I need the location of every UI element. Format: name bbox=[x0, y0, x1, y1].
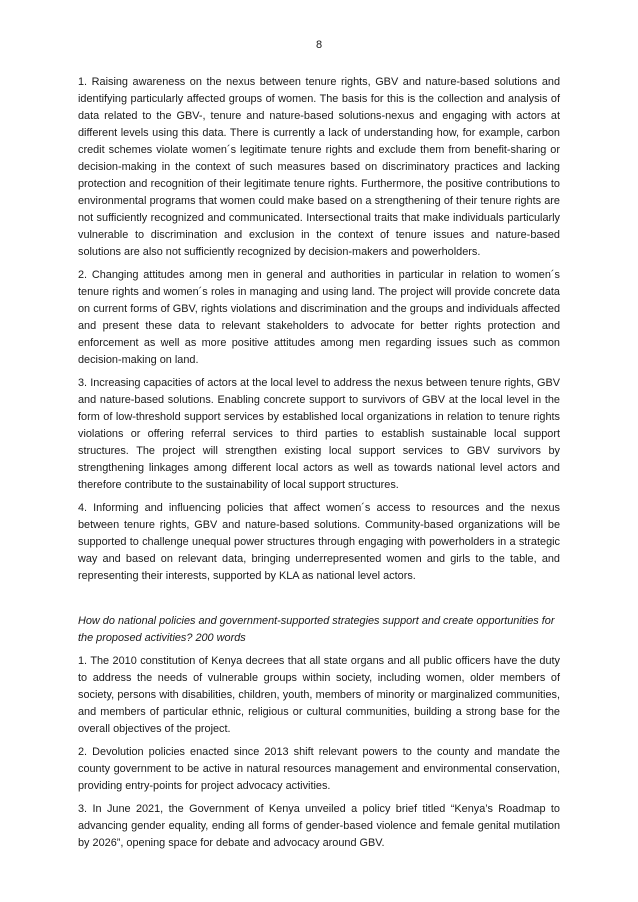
section-spacer bbox=[78, 591, 560, 613]
paragraph-constitution: 1. The 2010 constitution of Kenya decrees that all state organs and all public officers have the duty to address the needs of vulnerable groups within society, including women, older members of society, persons with disabilities, children, youth, members of minority or marginalized communities, and members of particular ethnic, religious or cultural communities, building a strong base for the overall objectives of the project. bbox=[78, 655, 560, 735]
paragraph-roadmap: 3. In June 2021, the Government of Kenya unveiled a policy brief titled “Kenya’s Roadmap to advancing gender equality, ending all forms of gender-based violence and female genital mutilation by 2026”, opening space for debate and advocacy around GBV. bbox=[78, 803, 560, 849]
paragraph-increasing-capacities: 3. Increasing capacities of actors at the local level to address the nexus between tenure rights, GBV and nature-based solutions. Enabling concrete support to survivors of GBV at the local level in the form of low-threshold support services by established local organizations in relation to tenure rights violations or offering referral services to third parties to establish sustainable local support structures. The project will strengthen existing local support services to GBV survivors by strengthening linkages among different local actors as well as towards national level actors and therefore contribute to the sustainability of local support structures. bbox=[78, 377, 560, 491]
question-national-policies: How do national policies and government-supported strategies support and create opportunities for the proposed activities? 200 words bbox=[78, 615, 555, 644]
paragraph-informing-policies: 4. Informing and influencing policies that affect women´s access to resources and the nexus between tenure rights, GBV and nature-based solutions. Community-based organizations will be supported to challenge unequal power structures through engaging with powerholders in a strategic way and based on relevant data, bringing underrepresented women and girls to the table, and representing their interests, supported by KLA as national level actors. bbox=[78, 502, 560, 582]
page-content bbox=[78, 74, 560, 858]
page-number: 8 bbox=[315, 39, 323, 51]
paragraph-devolution: 2. Devolution policies enacted since 2013 shift relevant powers to the county and mandate the county government to be active in natural resources management and environmental conservation, providing entry-points for project advocacy activities. bbox=[78, 746, 560, 792]
paragraph-raising-awareness: 1. Raising awareness on the nexus between tenure rights, GBV and nature-based solutions and identifying particularly affected groups of women. The basis for this is the collection and analysis of data related to the GBV-, tenure and nature-based solutions-nexus and engaging with actors at different levels using this data. There is currently a lack of understanding how, for example, carbon credit schemes violate women´s legitimate tenure rights and exclude them from benefit-sharing or decision-making in the context of such measures based on discriminatory practices and lacking protection and recognition of their legitimate tenure rights. Furthermore, the positive contributions to environmental programs that women could make based on a strengthening of their tenure rights are not sufficiently recognized and communicated. Intersectional traits that make individuals particularly vulnerable to discrimination and exclusion in the context of tenure issues and nature-based solutions are also not sufficiently recognized by decision-makers and powerholders. bbox=[78, 76, 560, 258]
paragraph-changing-attitudes: 2. Changing attitudes among men in general and authorities in particular in relation to women´s tenure rights and women´s roles in managing and using land. The project will provide concrete data on current forms of GBV, rights violations and discrimination and the groups and individuals affected and present these data to relevant stakeholders to advocate for better rights protection and enforcement as well as more positive attitudes among men regarding issues such as common decision-making on land. bbox=[78, 269, 560, 366]
